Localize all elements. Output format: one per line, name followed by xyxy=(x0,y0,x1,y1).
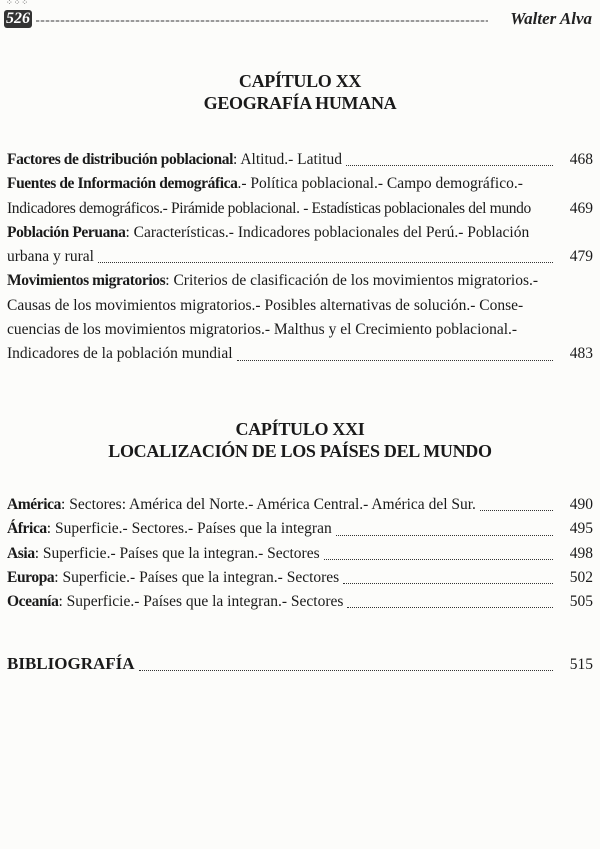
dot-leader xyxy=(98,261,553,263)
entry-page: 505 xyxy=(569,593,593,611)
bibliography-title: BIBLIOGRAFÍA xyxy=(7,654,135,673)
header-rule xyxy=(36,20,488,22)
entry-title: Factores de distribución poblacional xyxy=(7,151,234,168)
entry-page: 495 xyxy=(569,520,593,538)
entry-page: 490 xyxy=(569,496,593,513)
entry-title: Europa xyxy=(7,568,55,586)
page-number: 526 xyxy=(6,10,30,27)
entry-line: : Sectores: América del Norte.- América Central.- América del Sur. xyxy=(61,496,476,513)
entry-page: 479 xyxy=(569,248,593,266)
dot-leader xyxy=(324,558,553,560)
toc-entry[interactable] xyxy=(7,517,593,541)
toc-entry[interactable] xyxy=(7,542,593,566)
toc-entry[interactable] xyxy=(7,493,593,517)
chapter-heading-xx xyxy=(0,70,600,114)
entry-line: : Superficie.- Países que la integran.- Sectores xyxy=(54,568,340,586)
dot-leader xyxy=(139,669,553,671)
dot-leader xyxy=(237,359,553,361)
entry-line: cuencias de los movimientos migratorios.- Malthus y el Crecimiento poblacional.- xyxy=(7,321,518,339)
entry-line: : Altitud.- Latitud xyxy=(233,151,342,168)
chapter-subtitle: GEOGRAFÍA HUMANA xyxy=(203,93,397,113)
dot-leader xyxy=(336,534,553,536)
entry-title: América xyxy=(7,496,62,513)
entry-line: Causas de los movimientos migratorios.- Posibles alternativas de solución.- Conse- xyxy=(7,296,524,314)
chapter-heading-xxi xyxy=(0,418,600,462)
running-author: Walter Alva xyxy=(510,9,592,28)
entry-title: África xyxy=(7,520,47,538)
entry-line: Indicadores de la población mundial xyxy=(7,345,233,363)
dot-leader xyxy=(343,582,553,584)
toc-chapter-xx xyxy=(7,148,593,367)
entry-line: : Características.- Indicadores poblacionales del Perú.- Población xyxy=(125,223,530,241)
entry-title: Movimientos migratorios xyxy=(7,272,166,290)
toc-entry-bibliography[interactable] xyxy=(7,652,593,677)
entry-title: Oceanía xyxy=(7,593,59,611)
entry-title: Población Peruana xyxy=(7,223,126,241)
chapter-subtitle: LOCALIZACIÓN DE LOS PAÍSES DEL MUNDO xyxy=(108,441,492,461)
toc-entry[interactable] xyxy=(7,221,593,270)
toc-entry[interactable] xyxy=(7,148,593,172)
entry-line: .- Política poblacional.- Campo demográfico.- xyxy=(237,175,523,193)
toc-entry[interactable] xyxy=(7,566,593,590)
entry-line: : Superficie.- Sectores.- Países que la integran xyxy=(46,520,332,538)
entry-line: urbana y rural xyxy=(7,248,94,266)
toc-bibliography xyxy=(7,652,593,677)
chapter-title: CAPÍTULO XXI xyxy=(235,419,365,439)
entry-page: 468 xyxy=(569,151,593,168)
entry-line: : Superficie.- Países que la integran.- Sectores xyxy=(58,593,344,611)
entry-page: 469 xyxy=(569,199,593,217)
entry-page: 515 xyxy=(569,656,593,673)
sun-ornament-icon: ⁘⁘⁘ xyxy=(6,0,30,7)
entry-page: 483 xyxy=(569,345,593,363)
toc-entry[interactable] xyxy=(7,590,593,614)
running-header xyxy=(0,0,600,34)
entry-title: Asia xyxy=(7,544,35,562)
dot-leader xyxy=(347,606,553,608)
dot-leader xyxy=(346,164,553,166)
entry-page: 502 xyxy=(569,568,593,586)
chapter-title: CAPÍTULO XX xyxy=(238,71,362,91)
toc-chapter-xxi xyxy=(7,493,593,614)
entry-title: Fuentes de Información demográfica xyxy=(7,175,238,193)
toc-entry[interactable] xyxy=(7,269,593,366)
entry-line: Indicadores demográficos.- Pirámide poblacional. - Estadísticas poblacionales del mundo xyxy=(7,199,531,217)
toc-entry[interactable] xyxy=(7,172,593,221)
dot-leader xyxy=(480,509,553,511)
entry-line: : Criterios de clasificación de los movimientos migratorios.- xyxy=(165,272,539,290)
entry-line: : Superficie.- Países que la integran.- Sectores xyxy=(34,544,320,562)
entry-page: 498 xyxy=(569,544,593,562)
